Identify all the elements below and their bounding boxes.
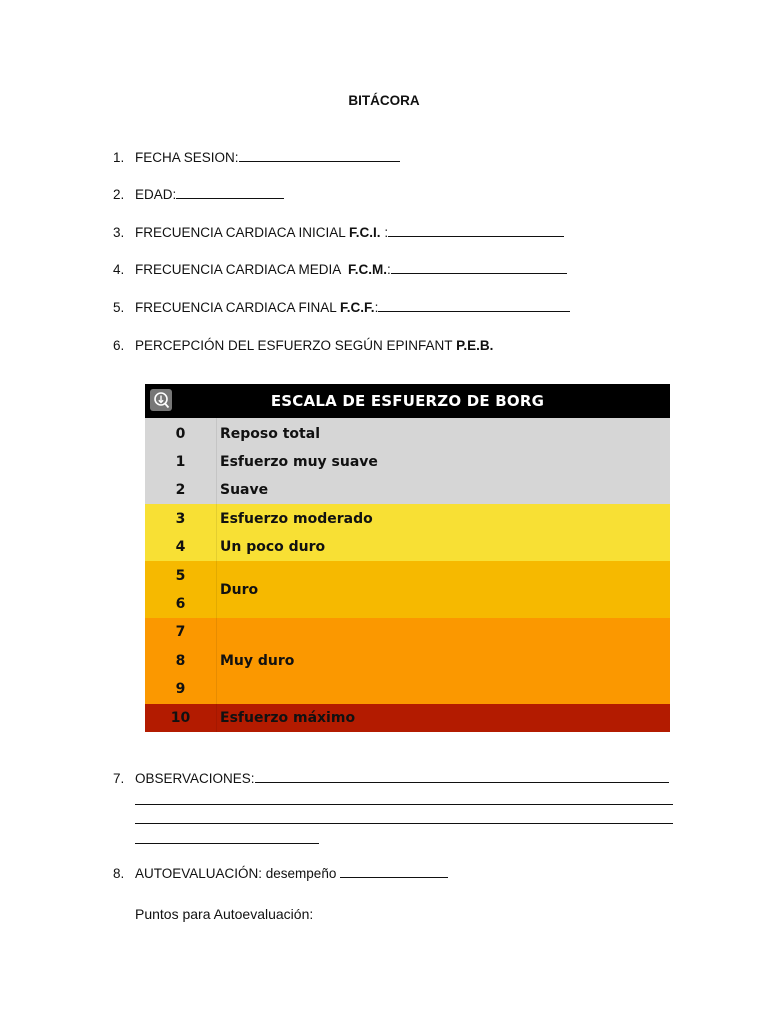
borg-desc-muy-duro: Muy duro — [220, 653, 295, 669]
item-peb: 6. PERCEPCIÓN DEL ESFUERZO SEGÚN EPINFANT P.E.B. — [113, 338, 494, 353]
points-label: Puntos para Autoevaluación: — [135, 906, 314, 922]
fcf-field[interactable] — [378, 300, 570, 312]
item-fcf: 5. FRECUENCIA CARDIACA FINAL F.C.F.: — [113, 300, 683, 316]
borg-level-8: 8 — [175, 653, 186, 669]
borg-level-2: 2 — [175, 482, 186, 498]
borg-desc-0: Reposo total — [220, 426, 320, 442]
borg-level-9: 9 — [175, 681, 186, 697]
item-autoevaluacion: 8. AUTOEVALUACIÓN: desempeño — [113, 866, 683, 882]
borg-header — [145, 384, 670, 418]
edad-field[interactable] — [176, 187, 284, 199]
item-edad: 2. EDAD: — [113, 187, 683, 203]
fcm-field[interactable] — [391, 262, 567, 274]
observaciones-line-2[interactable] — [135, 804, 673, 805]
autoevaluacion-field[interactable] — [340, 866, 448, 878]
borg-desc-3: Esfuerzo moderado — [220, 511, 373, 527]
item-observaciones: 7. OBSERVACIONES: — [113, 771, 683, 787]
fci-field[interactable] — [388, 225, 564, 237]
observaciones-line-4[interactable] — [135, 843, 319, 844]
borg-desc-4: Un poco duro — [220, 539, 326, 555]
item-fci: 3. FRECUENCIA CARDIACA INICIAL F.C.I. : — [113, 225, 683, 241]
observaciones-field[interactable] — [255, 771, 669, 783]
borg-level-6: 6 — [175, 596, 186, 612]
borg-level-5: 5 — [175, 568, 186, 584]
item-fecha-sesion: 1. FECHA SESION: — [113, 150, 683, 166]
borg-desc-2: Suave — [220, 482, 269, 498]
document-title: BITÁCORA — [348, 93, 420, 108]
borg-level-0: 0 — [175, 426, 186, 442]
borg-level-10: 10 — [170, 710, 191, 726]
borg-level-1: 1 — [175, 454, 186, 470]
observaciones-line-3[interactable] — [135, 823, 673, 824]
item-fcm: 4. FRECUENCIA CARDIACA MEDIA F.C.M.: — [113, 262, 683, 278]
borg-desc-duro: Duro — [220, 582, 259, 598]
borg-level-3: 3 — [175, 511, 186, 527]
fecha-sesion-field[interactable] — [239, 150, 400, 162]
borg-title: ESCALA DE ESFUERZO DE BORG — [270, 392, 545, 410]
borg-level-7: 7 — [175, 624, 186, 640]
borg-level-4: 4 — [175, 539, 186, 555]
borg-desc-10: Esfuerzo máximo — [220, 710, 356, 726]
borg-desc-1: Esfuerzo muy suave — [220, 454, 378, 470]
borg-scale-table — [145, 384, 670, 732]
